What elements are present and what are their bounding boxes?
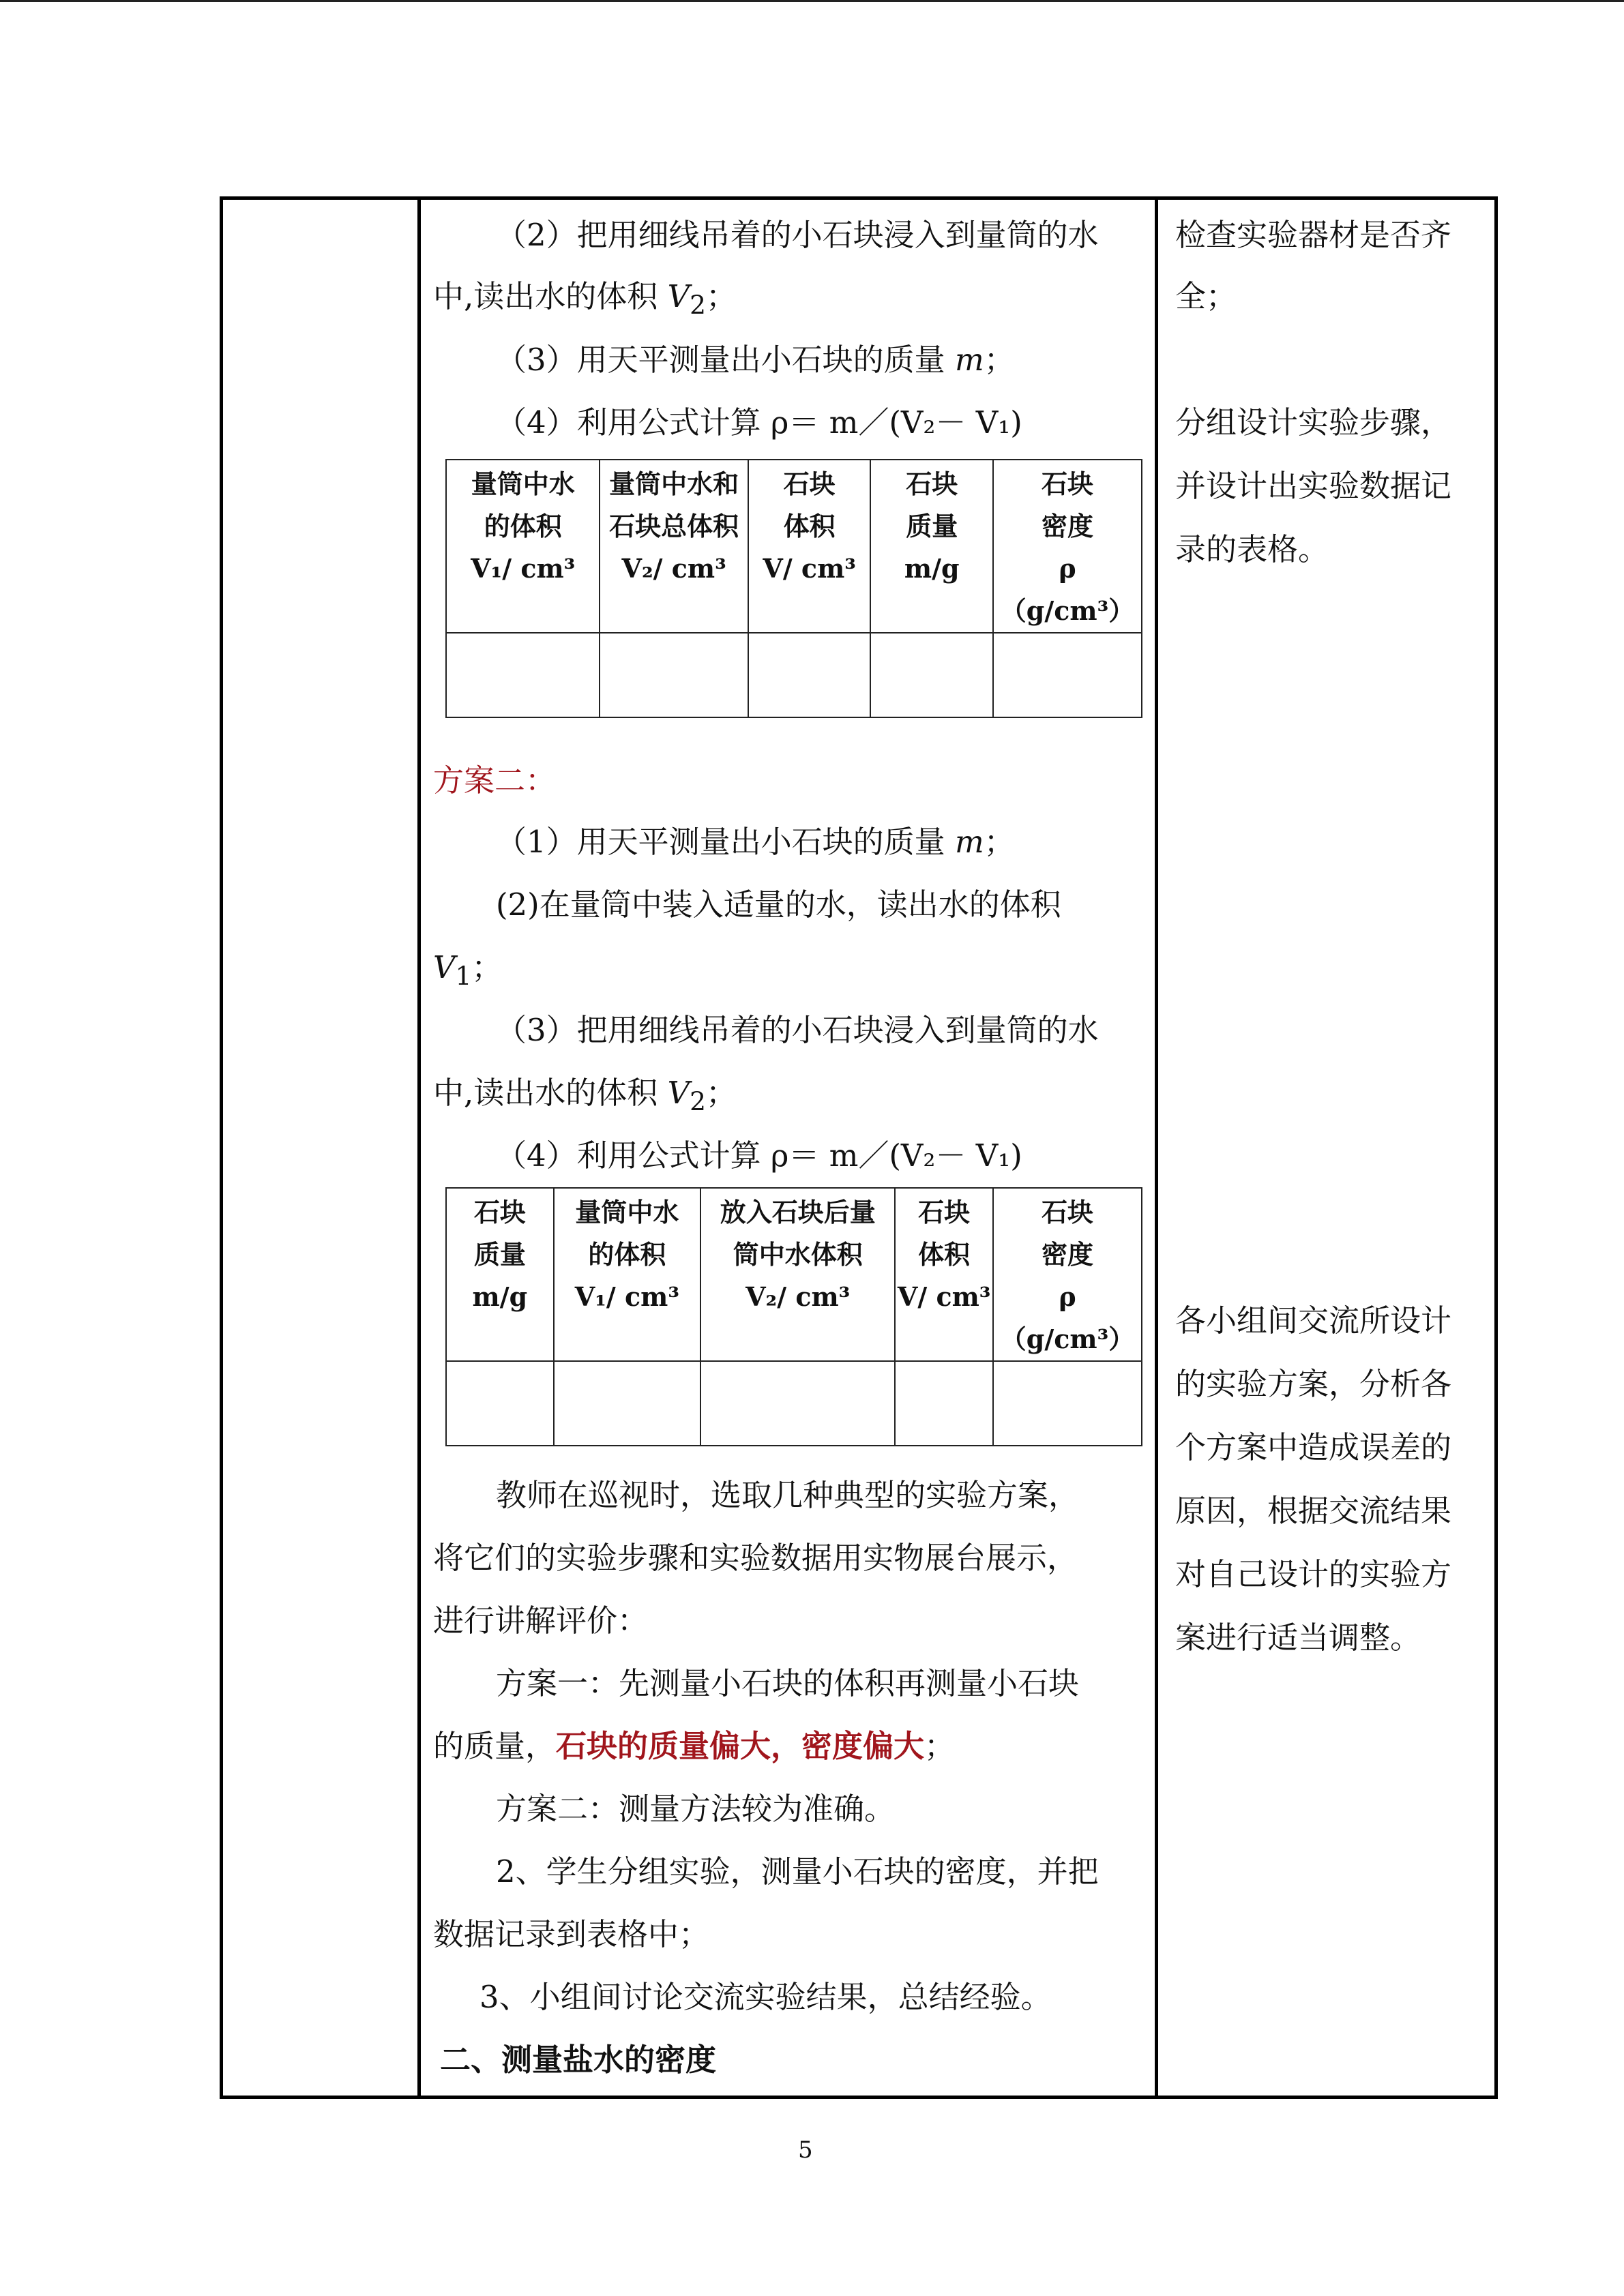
section-heading: 二、测量盐水的密度 bbox=[440, 2042, 717, 2078]
data-cell bbox=[554, 1361, 700, 1446]
data-cell bbox=[748, 633, 871, 717]
side-text: 并设计出实验数据记 bbox=[1175, 468, 1452, 504]
header-cell: 石块 体积 V/ cm³ bbox=[895, 1188, 993, 1361]
header-cell: 石块 密度 ρ （g/cm³） bbox=[993, 1188, 1142, 1361]
side-text: 对自己设计的实验方 bbox=[1175, 1556, 1452, 1592]
side-text: 各小组间交流所设计 bbox=[1175, 1302, 1452, 1339]
step-text: （3）把用细线吊着的小石块浸入到量筒的水 bbox=[496, 1012, 1099, 1048]
data-cell bbox=[993, 633, 1142, 717]
data-cell bbox=[600, 633, 748, 717]
header-cell: 石块 密度 ρ （g/cm³） bbox=[993, 460, 1142, 633]
side-text: 分组设计实验步骤， bbox=[1175, 404, 1452, 441]
header-cell: 放入石块后量 筒中水体积 V₂/ cm³ bbox=[700, 1188, 895, 1361]
step-text: （1）用天平测量出小石块的质量 m； bbox=[496, 824, 1015, 860]
side-text: 个方案中造成误差的 bbox=[1175, 1429, 1452, 1465]
side-text: 检查实验器材是否齐 bbox=[1175, 217, 1452, 253]
table-row bbox=[446, 1361, 1142, 1446]
column-divider bbox=[1155, 200, 1158, 2096]
formula: （4）利用公式计算 ρ＝ m／(V₂－ V₁) bbox=[496, 404, 1022, 441]
step-text: 中,读出水的体积 $V_2$； bbox=[433, 1075, 737, 1116]
table-header-row bbox=[446, 460, 1142, 633]
plan2-title: 方案二： bbox=[433, 762, 557, 799]
data-cell bbox=[870, 633, 993, 717]
data-cell bbox=[993, 1361, 1142, 1446]
header-cell: 量筒中水 的体积 V₁/ cm³ bbox=[446, 460, 600, 633]
data-cell bbox=[446, 1361, 554, 1446]
evaluation-text: 的质量，石块的质量偏大，密度偏大； bbox=[433, 1728, 956, 1764]
table-header-row bbox=[446, 1188, 1142, 1361]
data-cell bbox=[700, 1361, 895, 1446]
step-text: 中,读出水的体积 $V_2$； bbox=[433, 278, 737, 320]
data-table-plan1 bbox=[445, 459, 1142, 718]
step-text: (2)在量筒中装入适量的水，读出水的体积 bbox=[496, 886, 1061, 923]
step-text: 数据记录到表格中； bbox=[433, 1916, 710, 1952]
highlight-conclusion: 石块的质量偏大，密度偏大 bbox=[556, 1728, 925, 1764]
step-text: （2）把用细线吊着的小石块浸入到量筒的水 bbox=[496, 217, 1099, 253]
evaluation-text: 方案一：先测量小石块的体积再测量小石块 bbox=[496, 1665, 1080, 1701]
page-number: 5 bbox=[798, 2136, 813, 2164]
header-cell: 石块 质量 m/g bbox=[446, 1188, 554, 1361]
table-row bbox=[446, 633, 1142, 717]
header-cell: 石块 体积 V/ cm³ bbox=[748, 460, 871, 633]
data-cell bbox=[895, 1361, 993, 1446]
data-cell bbox=[446, 633, 600, 717]
side-text: 全； bbox=[1175, 278, 1237, 314]
lesson-table bbox=[220, 196, 1498, 2099]
evaluation-text: 方案二：测量方法较为准确。 bbox=[496, 1791, 896, 1827]
step-text: 2、学生分组实验，测量小石块的密度，并把 bbox=[496, 1853, 1099, 1890]
side-text: 的实验方案，分析各 bbox=[1175, 1366, 1452, 1402]
formula: （4）利用公式计算 ρ＝ m／(V₂－ V₁) bbox=[496, 1137, 1022, 1174]
header-cell: 石块 质量 m/g bbox=[870, 460, 993, 633]
data-table-plan2 bbox=[445, 1187, 1142, 1446]
teacher-text: 教师在巡视时，选取几种典型的实验方案， bbox=[496, 1477, 1080, 1513]
column-divider bbox=[417, 200, 421, 2096]
step-text: 3、小组间讨论交流实验结果，总结经验。 bbox=[479, 1979, 1052, 2015]
step-text: $V_1$； bbox=[433, 949, 503, 991]
side-text: 案进行适当调整。 bbox=[1175, 1620, 1421, 1656]
side-text: 原因，根据交流结果 bbox=[1175, 1493, 1452, 1529]
teacher-text: 进行讲解评价： bbox=[433, 1602, 649, 1639]
teacher-text: 将它们的实验步骤和实验数据用实物展台展示， bbox=[433, 1540, 1078, 1576]
step-text: （3）用天平测量出小石块的质量 m； bbox=[496, 342, 1015, 378]
header-cell: 量筒中水 的体积 V₁/ cm³ bbox=[554, 1188, 700, 1361]
top-border bbox=[0, 0, 1624, 2]
side-text: 录的表格。 bbox=[1175, 531, 1329, 567]
header-cell: 量筒中水和 石块总体积 V₂/ cm³ bbox=[600, 460, 748, 633]
